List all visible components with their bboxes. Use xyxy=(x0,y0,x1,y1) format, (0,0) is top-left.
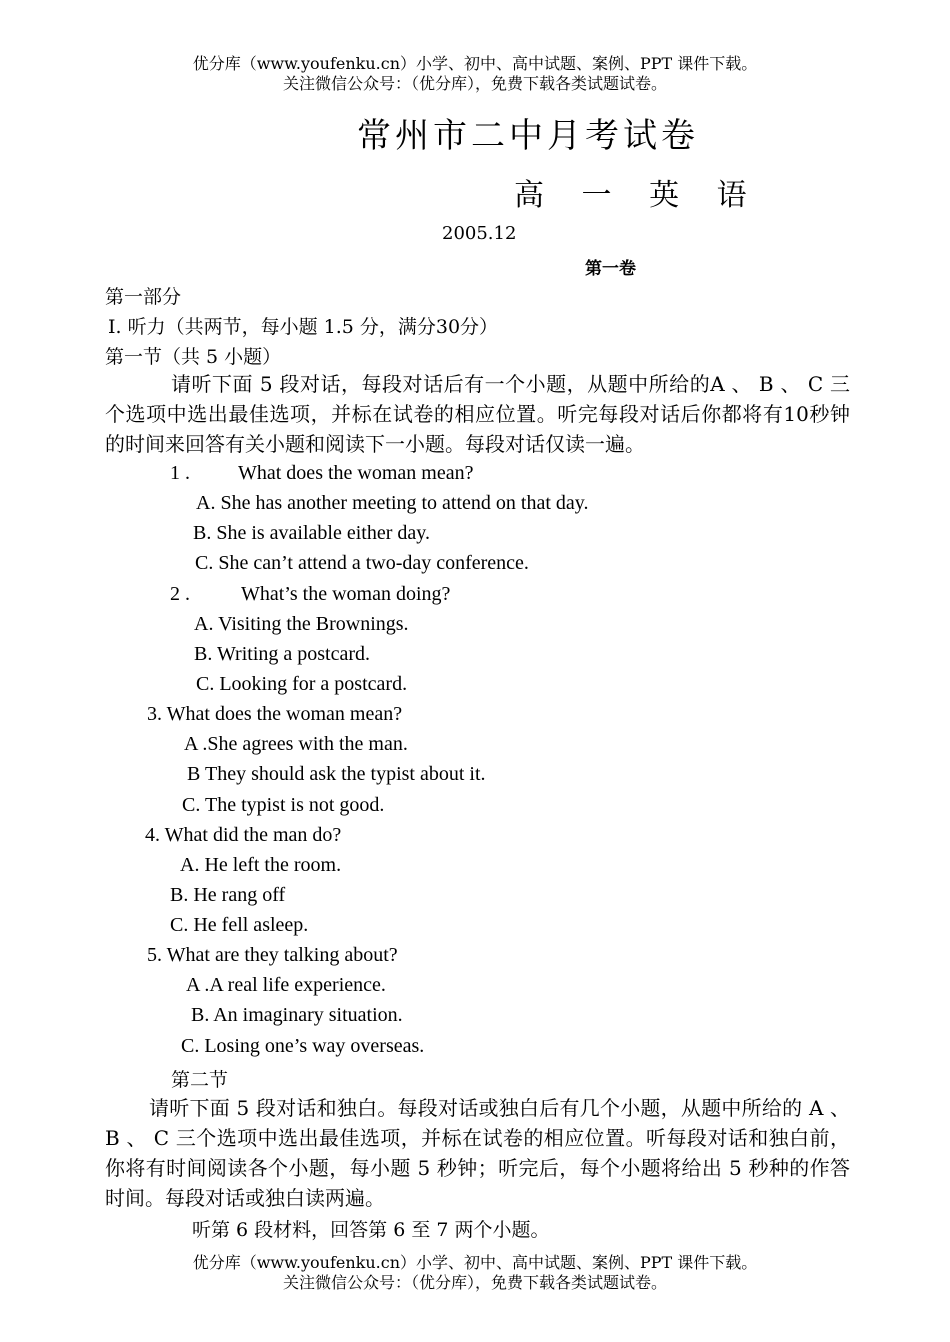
exam-title: 常州市二中月考试卷 xyxy=(357,116,699,156)
question-1-option-c: C. She can’t attend a two-day conference. xyxy=(195,552,529,574)
section1-label: 第一节（共 5 小题） xyxy=(105,346,282,368)
question-3-option-a: A .She agrees with the man. xyxy=(184,733,408,755)
question-5-option-c: C. Losing one’s way overseas. xyxy=(181,1035,425,1057)
question-3-option-b: B They should ask the typist about it. xyxy=(187,763,486,785)
question-2-option-a: A. Visiting the Brownings. xyxy=(194,613,409,635)
question-2-option-b: B. Writing a postcard. xyxy=(194,643,371,665)
question-4-option-c: C. He fell asleep. xyxy=(170,914,309,936)
footer-promo-line1: 优分库（www.youfenku.cn）小学、初中、高中试题、案例、PPT 课件下载。 xyxy=(192,1253,758,1272)
question-2-stem: What’s the woman doing? xyxy=(241,583,451,605)
question-1-option-a: A. She has another meeting to attend on that day. xyxy=(196,492,589,514)
header-promo-line1: 优分库（www.youfenku.cn）小学、初中、高中试题、案例、PPT 课件下载。 xyxy=(192,54,758,73)
question-2-number: 2 . xyxy=(170,583,190,605)
volume-label: 第一卷 xyxy=(585,259,636,279)
question-4-stem: 4. What did the man do? xyxy=(145,824,342,846)
question-5-option-a: A .A real life experience. xyxy=(186,974,386,996)
question-4-option-a: A. He left the room. xyxy=(180,854,342,876)
footer-promo-line2: 关注微信公众号：（优分库），免费下载各类试题试卷。 xyxy=(282,1273,667,1292)
question-3-stem: 3. What does the woman mean? xyxy=(147,703,403,725)
question-3-option-c: C. The typist is not good. xyxy=(182,794,385,816)
subject-title: 高 一 英 语 xyxy=(514,178,761,213)
question-5-stem: 5. What are they talking about? xyxy=(147,944,398,966)
question-4-option-b: B. He rang off xyxy=(170,884,286,906)
question-5-option-b: B. An imaginary situation. xyxy=(191,1004,403,1026)
section2-instructions: 请听下面 5 段对话和独白。每段对话或独白后有几个小题，从题中所给的 A 、 B 、 C 三个选项中选出最佳选项，并标在试卷的相应位置。听每段对话和独白前，你将有时间阅读各个小题，每小题 5 秒钟；听完后，每个小题将给出 5 秒种的作答时间。每段对话或独白读两遍。 xyxy=(105,1096,850,1210)
header-promo-line2: 关注微信公众号：（优分库），免费下载各类试题试卷。 xyxy=(282,74,667,93)
section-title: I. 听力（共两节，每小题 1.5 分，满分30分） xyxy=(108,316,499,338)
part-label: 第一部分 xyxy=(105,286,182,308)
section1-instructions: 请听下面 5 段对话，每段对话后有一个小题，从题中所给的A 、 B 、 C 三个选项中选出最佳选项，并标在试卷的相应位置。听完每段对话后你都将有10秒钟的时间来回答有关小题和阅读下一小题。每段对话仅读一遍。 xyxy=(105,372,850,456)
question-1-stem: What does the woman mean? xyxy=(238,462,474,484)
question-1-option-b: B. She is available either day. xyxy=(193,522,430,544)
question-1-number: 1 . xyxy=(170,462,190,484)
question-2-option-c: C. Looking for a postcard. xyxy=(196,673,408,695)
section2-label: 第二节 xyxy=(171,1069,229,1091)
exam-date: 2005.12 xyxy=(442,223,517,244)
material-note: 听第 6 段材料，回答第 6 至 7 两个小题。 xyxy=(192,1219,550,1241)
